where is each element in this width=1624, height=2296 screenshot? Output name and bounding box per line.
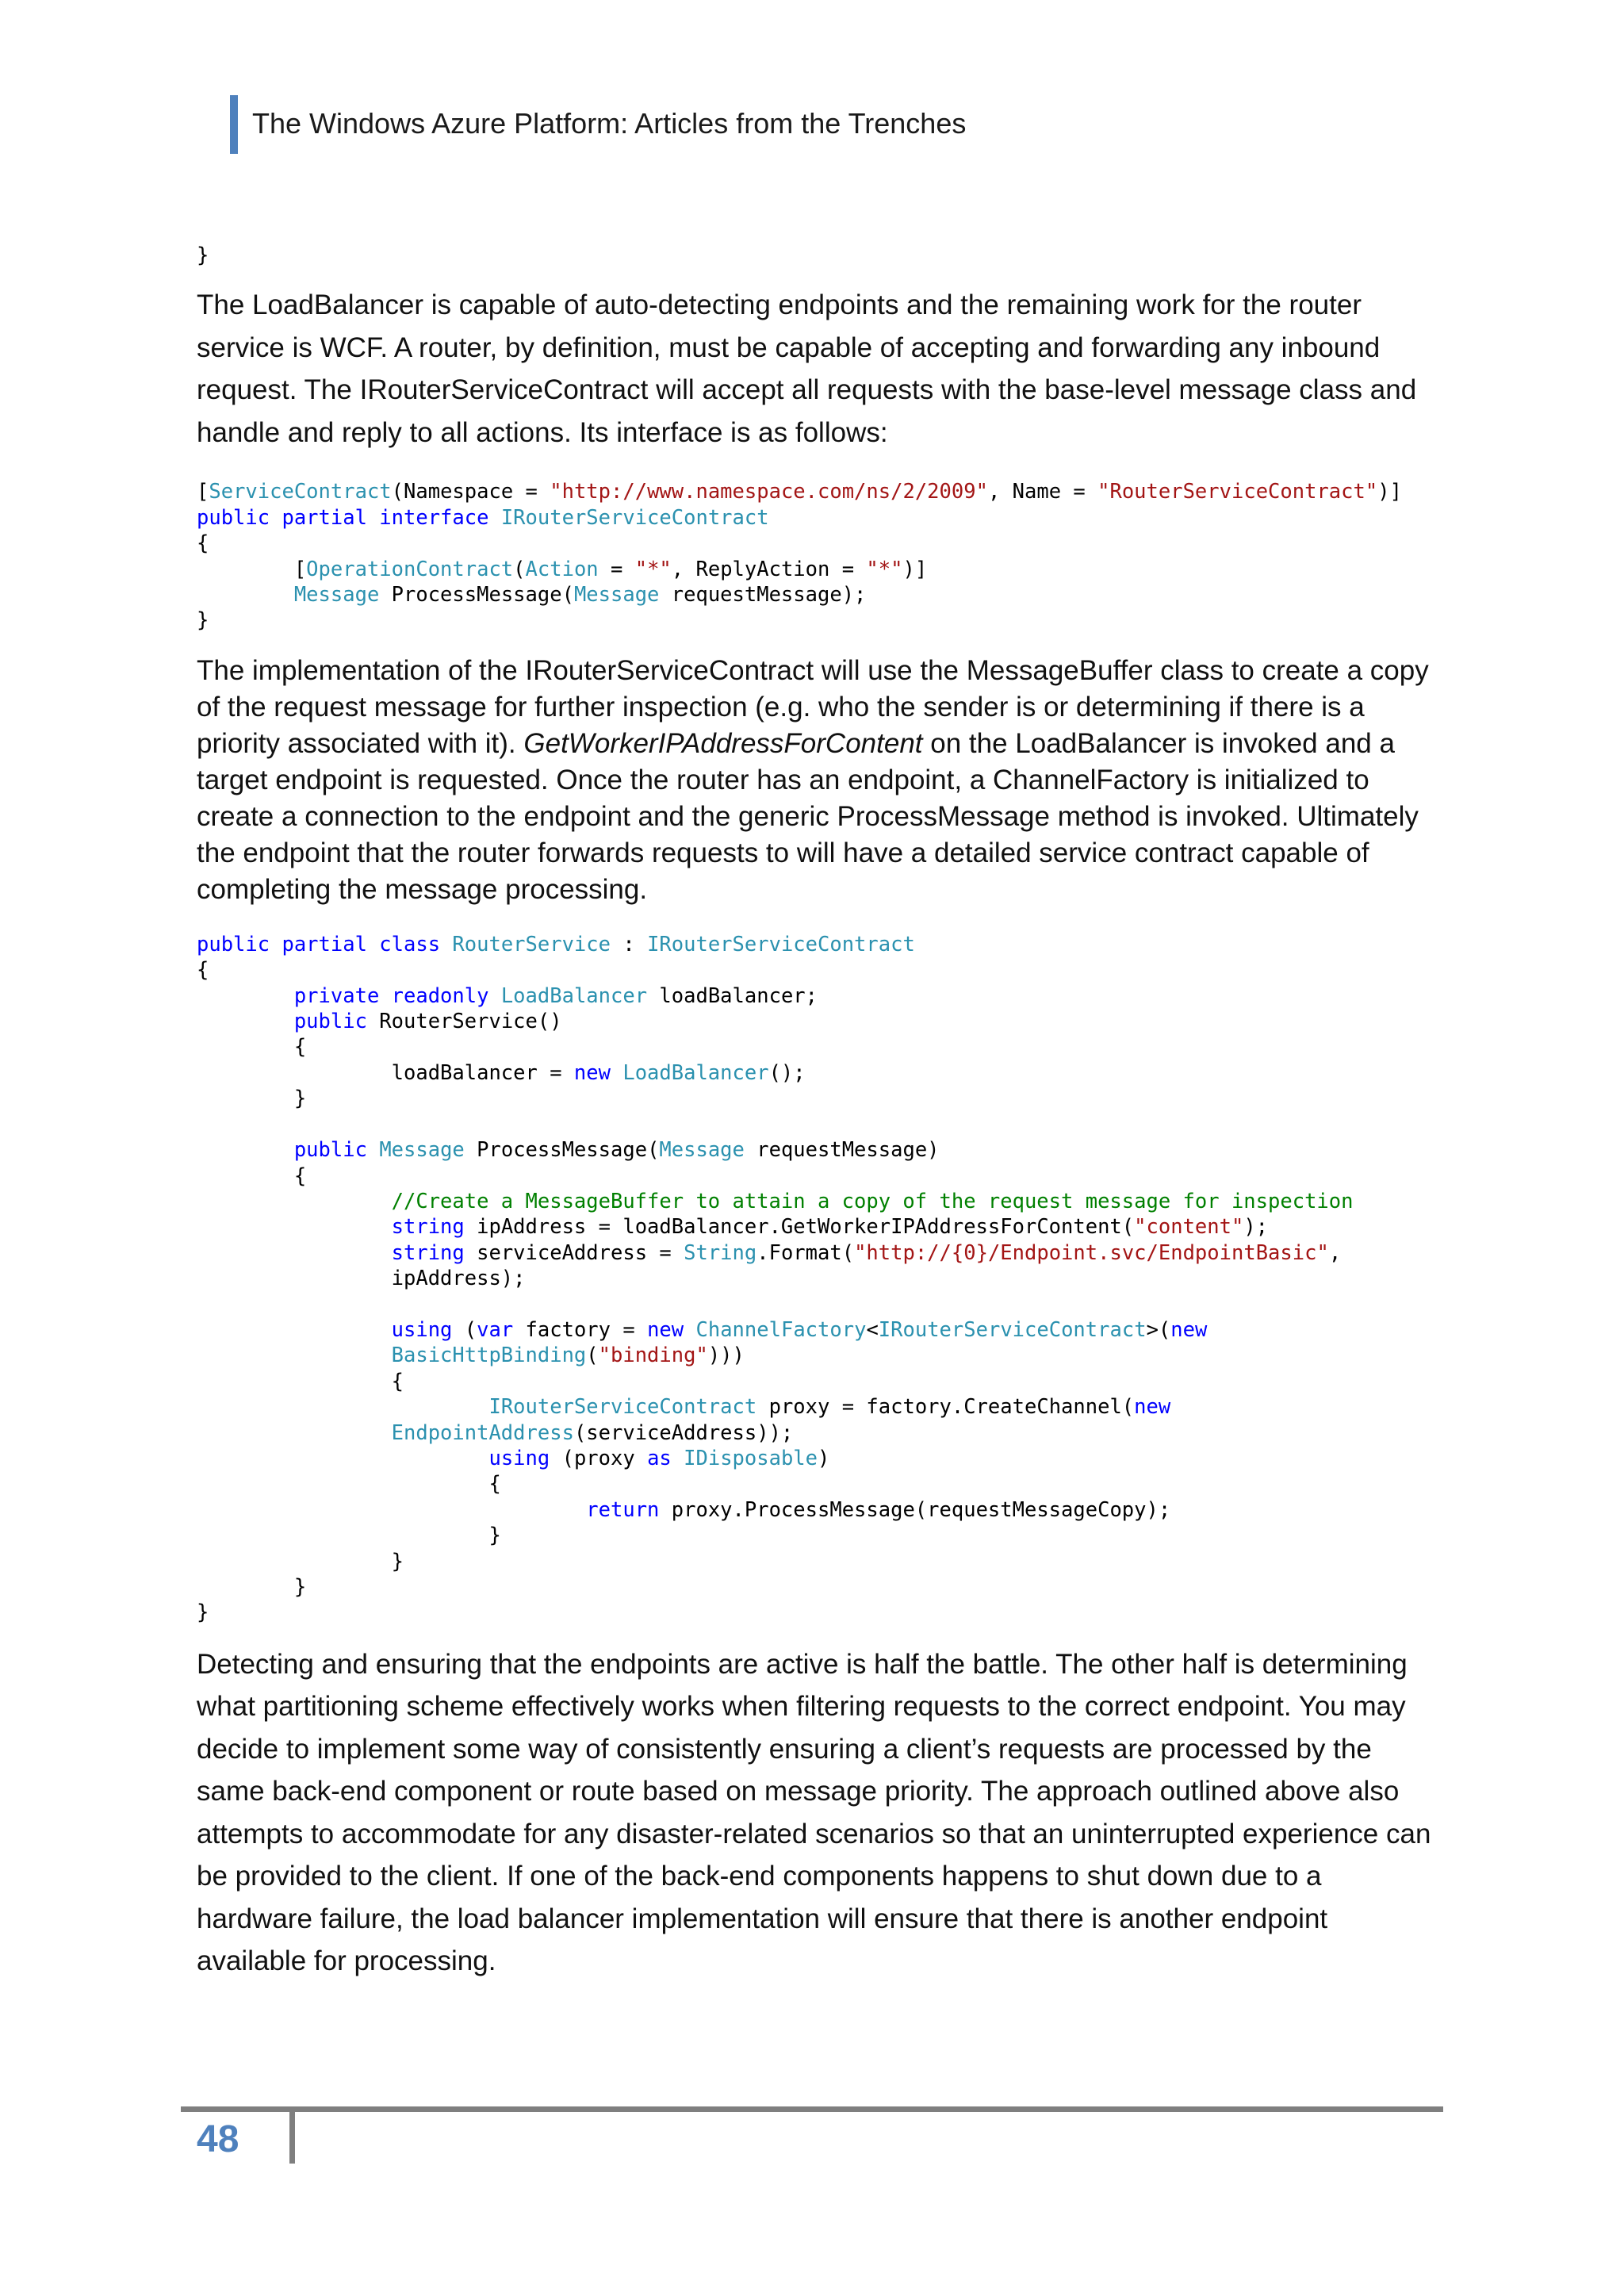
code-line: private readonly LoadBalancer loadBalancer; [293, 983, 818, 1008]
code-line: { [197, 531, 209, 556]
code-line: EndpointAddress(serviceAddress)); [391, 1420, 794, 1445]
code-line: } [197, 1575, 307, 1599]
code-line: { [197, 1035, 307, 1060]
paragraph-implementation: The implementation of the IRouterServiceContract will use the MessageBuffer class to create a copy of the request message for further inspection (e.g. who the sender is or determining if there is a priority associated with it). GetWorkerIPAddressForContent on the LoadBalancer is invoked and a target endpoint is requested. Once the router has an endpoint, a ChannelFactory is initialized to create a connection to the endpoint and the generic ProcessMessage method is invoked. Ultimately the endpoint that the router forwards requests to will have a detailed service contract capable of completing the message processing. [197, 654, 1429, 905]
code-line: public partial interface IRouterServiceContract [197, 505, 769, 530]
footer-rule [181, 2106, 1443, 2112]
code-line: public RouterService() [293, 1010, 562, 1034]
code-line: } [197, 1549, 404, 1573]
code-closing-brace: } [197, 243, 209, 267]
code-block-router-contract [197, 479, 1434, 633]
code-comment: //Create a MessageBuffer to attain a copy of the request message for inspection [391, 1189, 1354, 1213]
code-line: [OperationContract(Action = "*", ReplyAction = "*")] [197, 557, 928, 581]
code-line: IRouterServiceContract proxy = factory.CreateChannel(new [488, 1395, 1171, 1420]
code-line: string ipAddress = loadBalancer.GetWorkerIPAddressForContent("content"); [391, 1215, 1269, 1240]
code-line [197, 1190, 1353, 1213]
code-line: { [197, 1163, 307, 1188]
running-header-title: The Windows Azure Platform: Articles from the Trenches [252, 107, 967, 140]
code-line: using (proxy as IDisposable) [488, 1446, 830, 1470]
header-accent-bar [230, 95, 238, 154]
code-line: [ServiceContract(Namespace = "http://www.namespace.com/ns/2/2009", Name = "RouterServiceContract")] [197, 480, 1402, 504]
paragraph-router-intro: The LoadBalancer is capable of auto-detecting endpoints and the remaining work for the router service is WCF. A router, by definition, must be capable of accepting and forwarding any inbound request. The IRouterServiceContract will accept all requests with the base-level message class and handle and reply to all actions. Its interface is as follows: [197, 289, 1417, 448]
code-line: ipAddress); [197, 1267, 526, 1291]
code-block-router-service [197, 932, 1434, 1626]
code-line: loadBalancer = new LoadBalancer(); [197, 1060, 806, 1085]
code-line: } [197, 1600, 209, 1625]
code-line: return proxy.ProcessMessage(requestMessageCopy); [586, 1497, 1171, 1522]
code-line: public partial class RouterService : IRouterServiceContract [197, 932, 915, 956]
code-line: BasicHttpBinding("binding"))) [391, 1343, 745, 1368]
footer-divider-tick [289, 2110, 295, 2164]
paragraph-partitioning: Detecting and ensuring that the endpoints are active is half the battle. The other half is determining what partitioning scheme effectively works when filtering requests to the correct endpoint. You may decide to implement some way of consistently ensuring a client’s requests are processed by the same back-end component or route based on message priority. The approach outlined above also attempts to accommodate for any disaster-related scenarios so that an uninterrupted experience can be provided to the client. If one of the back-end components happens to shut down due to a hardware failure, the load balancer implementation will ensure that there is another endpoint available for processing. [197, 1648, 1431, 1977]
code-line: } [197, 1087, 307, 1111]
method-name-emphasis: GetWorkerIPAddressForContent [523, 727, 923, 759]
code-line: { [197, 958, 209, 983]
code-line: { [197, 1472, 501, 1497]
code-line: Message ProcessMessage(Message requestMessage); [293, 583, 867, 608]
code-line: } [197, 608, 209, 633]
code-line: { [197, 1369, 404, 1393]
code-line: string serviceAddress = String.Format("http://{0}/Endpoint.svc/EndpointBasic", [391, 1240, 1342, 1265]
code-line: public Message ProcessMessage(Message requestMessage) [293, 1138, 940, 1163]
code-line: using (var factory = new ChannelFactory<IRouterServiceContract>(new [391, 1317, 1208, 1342]
code-line: } [197, 1524, 501, 1548]
page-content [197, 243, 1434, 1983]
page-number: 48 [197, 2118, 239, 2160]
